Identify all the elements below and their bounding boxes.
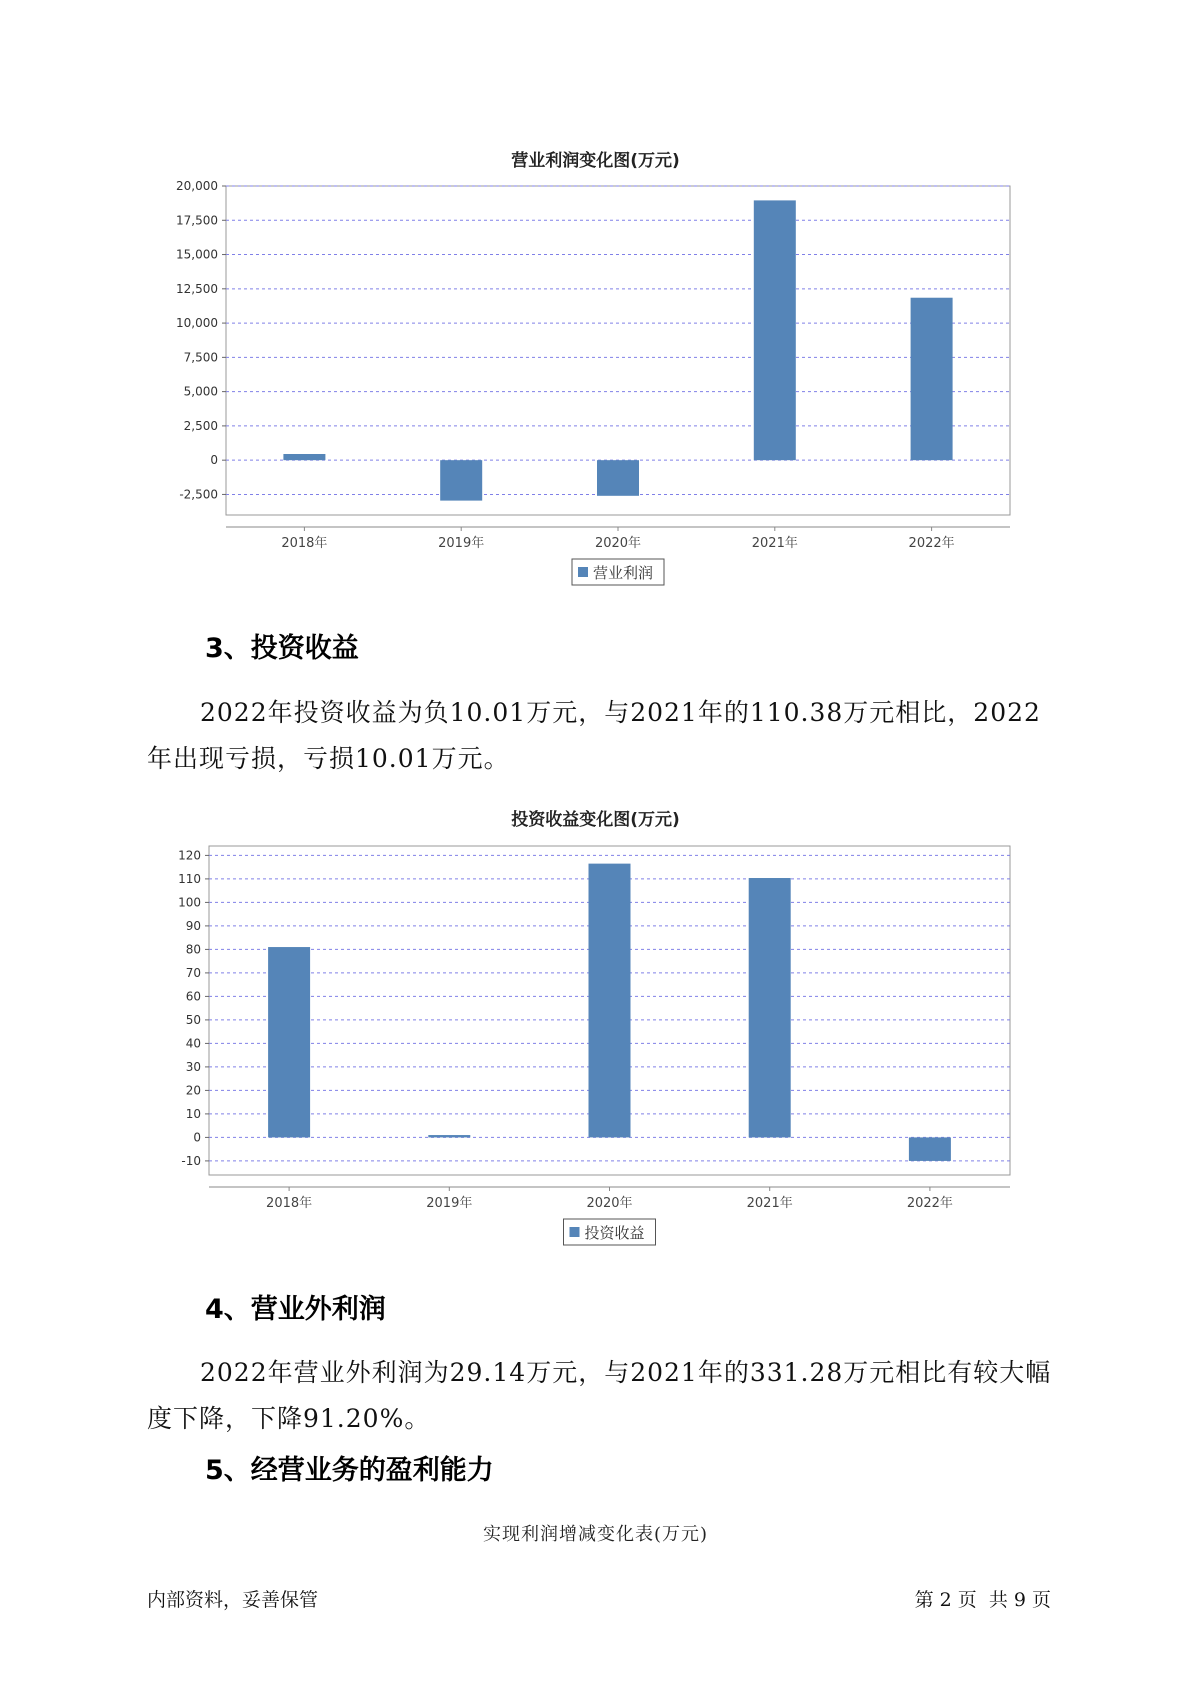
x-tick-label: 2018年 <box>266 1196 313 1211</box>
y-tick-label: 20 <box>185 1083 201 1098</box>
y-tick-label: 10,000 <box>176 316 218 331</box>
legend-swatch <box>570 1227 580 1237</box>
table-caption: 实现利润增减变化表(万元) <box>482 1524 709 1545</box>
y-tick-label: 40 <box>185 1036 201 1051</box>
x-tick-label: 2020年 <box>586 1196 633 1211</box>
y-tick-label: 100 <box>178 895 201 910</box>
bar <box>749 878 791 1137</box>
paragraph-nonoperating: 2022年营业外利润为29.14万元，与2021年的331.28万元相比有较大幅度下降，下降91.20%。 <box>147 1358 1052 1433</box>
section-heading-profitability: 5、经营业务的盈利能力 <box>205 1455 494 1486</box>
x-tick-label: 2019年 <box>438 536 485 551</box>
bar <box>589 864 631 1138</box>
y-tick-label: 17,500 <box>176 213 218 228</box>
legend-label: 营业利润 <box>593 564 654 582</box>
section-heading-investment: 3、投资收益 <box>205 633 359 664</box>
paragraph-investment: 2022年投资收益为负10.01万元，与2021年的110.38万元相比，2022年出现亏损，亏损10.01万元。 <box>147 698 1041 773</box>
y-tick-label: 120 <box>178 848 201 863</box>
y-tick-label: 60 <box>185 989 201 1004</box>
y-tick-label: 15,000 <box>176 247 218 262</box>
x-tick-label: 2022年 <box>906 1196 953 1211</box>
x-tick-label: 2021年 <box>746 1196 793 1211</box>
footer-page-number: 第 2 页 共 9 页 <box>914 1589 1051 1611</box>
x-tick-label: 2022年 <box>908 536 955 551</box>
y-tick-label: -10 <box>181 1153 201 1168</box>
y-tick-label: 90 <box>185 918 201 933</box>
y-tick-label: 0 <box>193 1130 201 1145</box>
x-tick-label: 2018年 <box>281 536 328 551</box>
y-tick-label: 0 <box>210 453 218 468</box>
y-tick-label: 12,500 <box>176 281 218 296</box>
legend-label: 投资收益 <box>584 1224 645 1242</box>
y-tick-label: 5,000 <box>183 384 218 399</box>
x-tick-label: 2021年 <box>751 536 798 551</box>
section-heading-nonoperating: 4、营业外利润 <box>205 1294 386 1325</box>
x-tick-label: 2020年 <box>594 536 642 551</box>
chart1-title: 营业利润变化图(万元) <box>511 151 680 171</box>
y-tick-label: 7,500 <box>183 350 218 365</box>
y-tick-label: 30 <box>185 1059 201 1074</box>
bar <box>909 1137 951 1161</box>
bar <box>428 1135 470 1137</box>
y-tick-label: 50 <box>185 1012 201 1027</box>
footer-confidential: 内部资料，妥善保管 <box>147 1589 319 1611</box>
y-tick-label: 20,000 <box>176 179 218 193</box>
y-tick-label: 70 <box>185 965 201 980</box>
bar <box>268 947 310 1137</box>
y-tick-label: 10 <box>185 1106 201 1121</box>
y-tick-label: 110 <box>178 871 201 886</box>
y-tick-label: -2,500 <box>179 487 218 502</box>
chart2-title: 投资收益变化图(万元) <box>511 810 680 830</box>
y-tick-label: 80 <box>185 942 201 957</box>
y-tick-label: 2,500 <box>183 418 218 433</box>
x-tick-label: 2019年 <box>426 1196 473 1211</box>
